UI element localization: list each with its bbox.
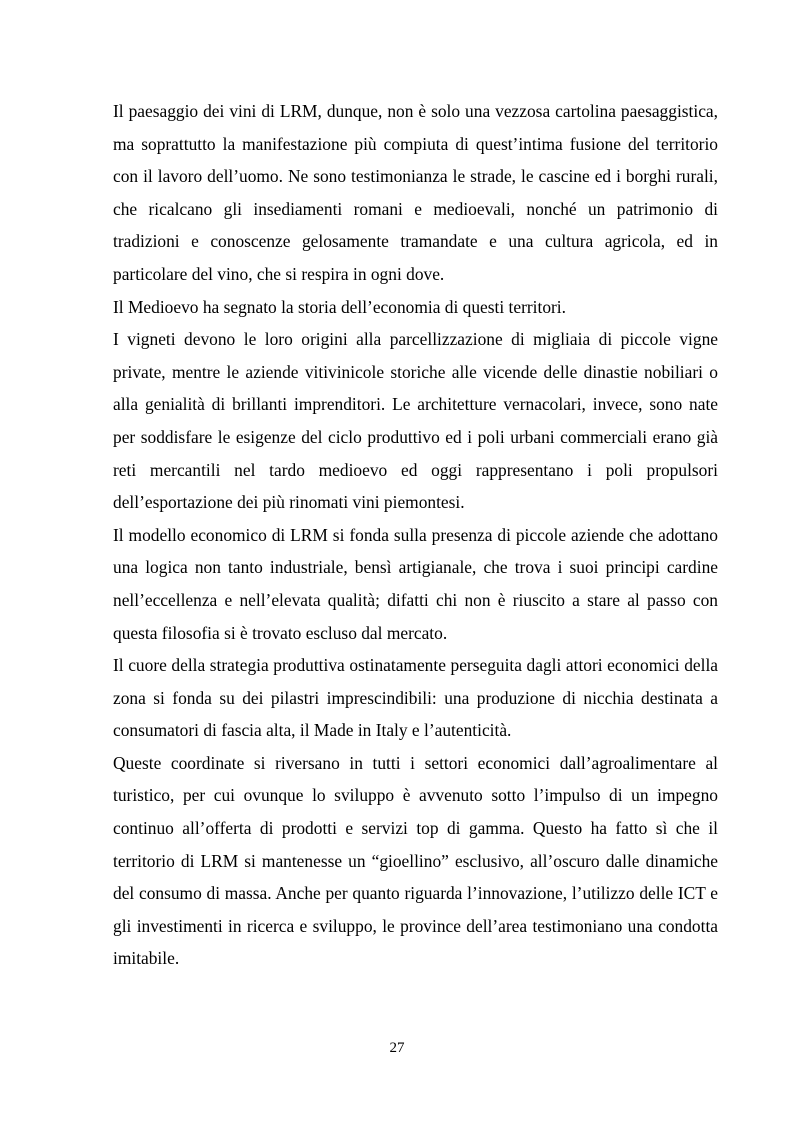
paragraph-6: Queste coordinate si riversano in tutti i settori economici dall’agroalimentare al turistico, per cui ovunque lo sviluppo è avvenuto sotto l’impulso di un impegno continuo all’offerta di prodotti e servizi top di gamma. Questo ha fatto sì che il territorio di LRM si mantenesse un “gioellino” esclusivo, all’oscuro dalle dinamiche del consumo di massa. Anche per quanto riguarda l’innovazione, l’utilizzo delle ICT e gli investimenti in ricerca e sviluppo, le province dell’area testimoniano una condotta imitabile. [113,752,718,969]
page-number: 27 [389,1040,405,1056]
paragraph-2: Il Medioevo ha segnato la storia dell’economia di questi territori. [113,296,566,317]
paragraph-4: Il modello economico di LRM si fonda sulla presenza di piccole aziende che adottano una logica non tanto industriale, bensì artigianale, che trova i suoi principi cardine nell’eccellenza e nell’elevata qualità; difatti chi non è riuscito a stare al passo con questa filosofia si è trovato escluso dal mercato. [113,524,718,643]
paragraph-1: Il paesaggio dei vini di LRM, dunque, non è solo una vezzosa cartolina paesaggistica, ma soprattutto la manifestazione più compiuta di quest’intima fusione del territorio con il lavoro dell’uomo. Ne sono testimonianza le strade, le cascine ed i borghi rurali, che ricalcano gli insediamenti romani e medioevali, nonché un patrimonio di tradizioni e conoscenze gelosamente tramandate e una cultura agricola, ed in particolare del vino, che si respira in ogni dove. [113,101,718,284]
paragraph-3: I vigneti devono le loro origini alla parcellizzazione di migliaia di piccole vigne private, mentre le aziende vitivinicole storiche alle vicende delle dinastie nobiliari o alla genialità di brillanti imprenditori. Le architetture vernacolari, invece, sono nate per soddisfare le esigenze del ciclo produttivo ed i poli urbani commerciali erano già reti mercantili nel tardo medioevo ed oggi rappresentano i poli propulsori dell’esportazione dei più rinomati vini piemontesi. [113,329,718,513]
body-text [113,95,718,975]
paragraph-5: Il cuore della strategia produttiva ostinatamente perseguita dagli attori economici della zona si fonda su dei pilastri imprescindibili: una produzione di nicchia destinata a consumatori di fascia alta, il Made in Italy e l’autenticità. [113,655,718,741]
